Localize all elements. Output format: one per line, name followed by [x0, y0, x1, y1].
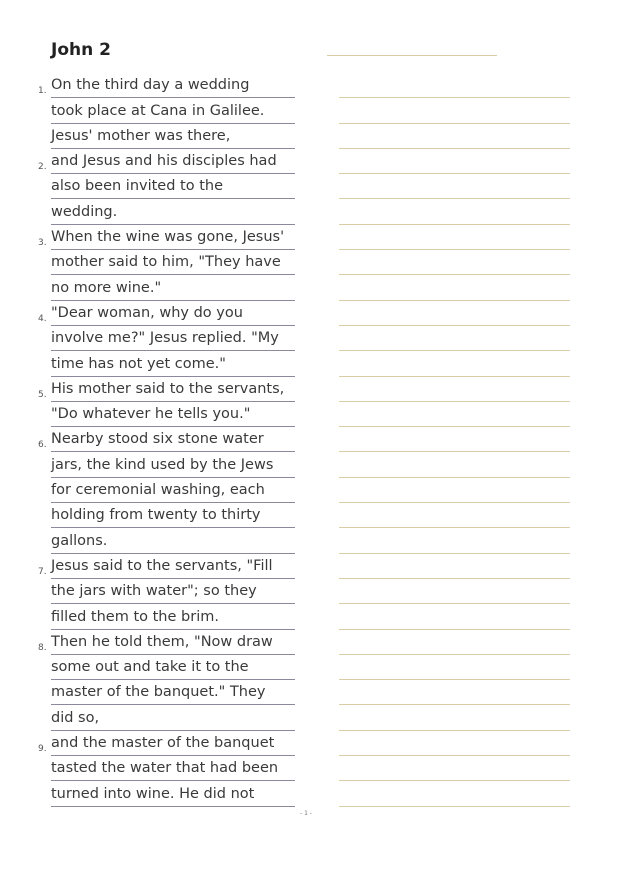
verse-line — [0, 199, 300, 224]
writing-line — [339, 731, 570, 756]
verse-text: tasted the water that had been — [51, 758, 295, 781]
verse-line — [0, 781, 300, 806]
verse-line — [0, 705, 300, 730]
verse-line — [0, 630, 300, 655]
verse-text-column — [0, 73, 300, 807]
verse-line — [0, 149, 300, 174]
verse-line — [0, 377, 300, 402]
verse-text: no more wine." — [51, 278, 295, 301]
verse-number: 6. — [38, 440, 47, 451]
verse-text: filled them to the brim. — [51, 607, 295, 630]
writing-line — [339, 604, 570, 629]
writing-practice-column — [339, 73, 570, 807]
writing-line — [339, 478, 570, 503]
writing-line — [339, 326, 570, 351]
writing-line — [339, 124, 570, 149]
writing-line — [339, 655, 570, 680]
verse-text: did so, — [51, 708, 295, 731]
writing-line — [339, 630, 570, 655]
verse-text: "Dear woman, why do you — [51, 303, 295, 326]
verse-line — [0, 174, 300, 199]
writing-line — [339, 528, 570, 553]
writing-line — [339, 680, 570, 705]
writing-line — [339, 174, 570, 199]
writing-line — [339, 579, 570, 604]
verse-text: and the master of the banquet — [51, 733, 295, 756]
verse-text: also been invited to the — [51, 176, 295, 199]
verse-number: 3. — [38, 238, 47, 249]
verse-text: turned into wine. He did not — [51, 784, 295, 807]
verse-text: some out and take it to the — [51, 657, 295, 680]
verse-line — [0, 326, 300, 351]
verse-line — [0, 427, 300, 452]
verse-line — [0, 579, 300, 604]
title-writing-line — [327, 55, 497, 56]
verse-text: jars, the kind used by the Jews — [51, 455, 295, 478]
verse-number: 1. — [38, 86, 47, 97]
verse-line — [0, 503, 300, 528]
writing-line — [339, 781, 570, 806]
verse-number: 2. — [38, 162, 47, 173]
verse-number: 4. — [38, 313, 47, 324]
verse-text: involve me?" Jesus replied. "My — [51, 328, 295, 351]
verse-text: mother said to him, "They have — [51, 252, 295, 275]
verse-line — [0, 452, 300, 477]
verse-line — [0, 301, 300, 326]
verse-text: His mother said to the servants, — [51, 379, 295, 402]
writing-line — [339, 275, 570, 300]
verse-line — [0, 98, 300, 123]
verse-line — [0, 528, 300, 553]
verse-line — [0, 225, 300, 250]
writing-line — [339, 250, 570, 275]
verse-line — [0, 402, 300, 427]
verse-text: holding from twenty to thirty — [51, 505, 295, 528]
verse-number: 8. — [38, 642, 47, 653]
verse-text: master of the banquet." They — [51, 682, 295, 705]
writing-line — [339, 351, 570, 376]
verse-line — [0, 680, 300, 705]
verse-line — [0, 124, 300, 149]
verse-text: Then he told them, "Now draw — [51, 632, 295, 655]
writing-line — [339, 427, 570, 452]
writing-line — [339, 73, 570, 98]
writing-line — [339, 554, 570, 579]
page-number: - 1 - — [300, 810, 312, 817]
verse-line — [0, 731, 300, 756]
verse-number: 5. — [38, 389, 47, 400]
writing-line — [339, 705, 570, 730]
verse-text: for ceremonial washing, each — [51, 480, 295, 503]
verse-line — [0, 756, 300, 781]
verse-text: gallons. — [51, 531, 295, 554]
writing-line — [339, 225, 570, 250]
writing-line — [339, 452, 570, 477]
page-title: John 2 — [51, 40, 111, 60]
verse-text: On the third day a wedding — [51, 75, 295, 98]
writing-line — [339, 503, 570, 528]
verse-line — [0, 351, 300, 376]
writing-line — [339, 756, 570, 781]
verse-line — [0, 275, 300, 300]
writing-line — [339, 377, 570, 402]
verse-line — [0, 554, 300, 579]
verse-text: wedding. — [51, 202, 295, 225]
verse-line — [0, 250, 300, 275]
verse-line — [0, 604, 300, 629]
writing-line — [339, 98, 570, 123]
verse-text: took place at Cana in Galilee. — [51, 101, 295, 124]
verse-line — [0, 73, 300, 98]
verse-number: 9. — [38, 744, 47, 755]
verse-line — [0, 478, 300, 503]
verse-number: 7. — [38, 566, 47, 577]
verse-text: When the wine was gone, Jesus' — [51, 227, 295, 250]
verse-line — [0, 655, 300, 680]
verse-text: Jesus' mother was there, — [51, 126, 295, 149]
verse-text: time has not yet come." — [51, 354, 295, 377]
verse-text: "Do whatever he tells you." — [51, 404, 295, 427]
verse-text: Jesus said to the servants, "Fill — [51, 556, 295, 579]
verse-text: Nearby stood six stone water — [51, 429, 295, 452]
writing-line — [339, 301, 570, 326]
writing-line — [339, 199, 570, 224]
verse-text: and Jesus and his disciples had — [51, 151, 295, 174]
writing-line — [339, 402, 570, 427]
verse-text: the jars with water"; so they — [51, 581, 295, 604]
writing-line — [339, 149, 570, 174]
